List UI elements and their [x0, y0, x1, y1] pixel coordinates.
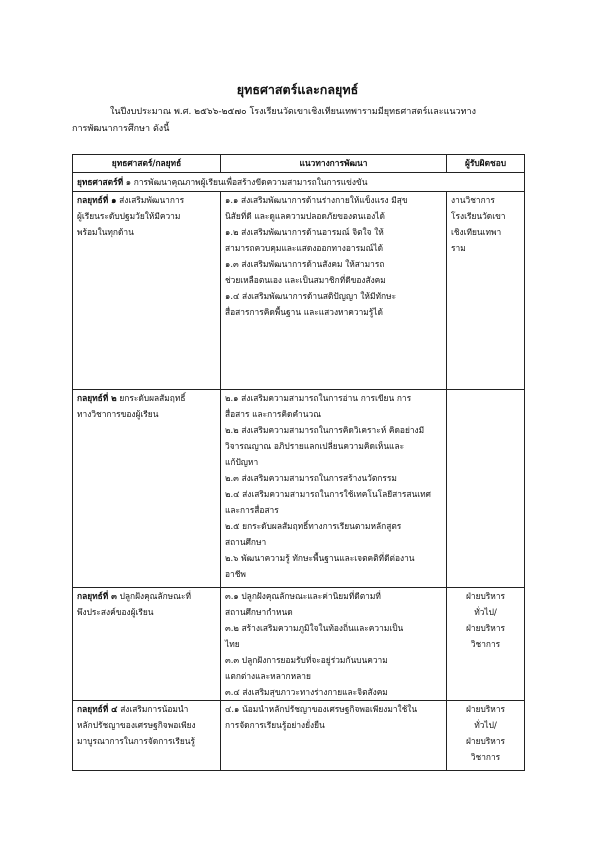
goal-row: [73, 173, 525, 192]
strategy-text: ยกระดับผลสัมฤทธิ์: [116, 393, 186, 403]
approach-line: อาชีพ: [225, 569, 246, 579]
responsible-line: ฝ่ายบริหาร: [465, 591, 506, 601]
strategy-line: ผู้เรียนระดับปฐมวัยให้มีความ: [77, 211, 181, 221]
approach-line: นิสัยที่ดี และดูแลความปลอดภัยของตนเองได้: [225, 211, 385, 221]
responsible-line: ราม: [451, 243, 466, 253]
approach-line: การจัดการเรียนรู้อย่างยั่งยืน: [225, 720, 325, 730]
table-row: [73, 390, 525, 588]
intro-paragraph: [72, 104, 527, 138]
responsible-line: ทั่วไป/: [474, 720, 497, 730]
approach-cell: [221, 701, 447, 771]
approach-cell: [221, 588, 447, 701]
table-row: [73, 588, 525, 701]
responsible-cell: [447, 588, 525, 701]
strategy-text: ส่งเสริมการน้อมนำ: [117, 704, 189, 714]
strategy-line: มาบูรณาการในการจัดการเรียนรู้: [77, 736, 195, 746]
responsible-line: เชิงเทียนเทพา: [451, 227, 502, 237]
goal-label: ยุทธศาสตร์ที่: [77, 177, 124, 187]
approach-line: ๓.๒ สร้างเสริมความภูมิใจในท้องถิ่นและความเป็น: [225, 623, 404, 633]
responsible-line: ทั่วไป/: [474, 607, 497, 617]
approach-line: ๑.๔ ส่งเสริมพัฒนาการด้านสติปัญญา ให้มีทักษะ: [225, 291, 397, 301]
responsible-line: ฝ่ายบริหาร: [465, 736, 506, 746]
approach-line: แตกต่างและหลากหลาย: [225, 671, 311, 681]
approach-cell: [221, 390, 447, 588]
approach-line: ๒.๓ ส่งเสริมความสามารถในการสร้างนวัตกรรม: [225, 473, 397, 483]
approach-line: ๑.๓ ส่งเสริมพัฒนาการด้านสังคม ให้สามารถ: [225, 259, 385, 269]
strategy-label: กลยุทธ์ที่ ๒: [77, 393, 117, 403]
table-row: [73, 192, 525, 390]
responsible-cell: [447, 390, 525, 588]
responsible-line: วิชาการ: [470, 639, 501, 649]
approach-line: สื่อสาร และการคิดคำนวณ: [225, 409, 321, 419]
responsible-line: ฝ่ายบริหาร: [465, 704, 506, 714]
strategy-line: พึงประสงค์ของผู้เรียน: [77, 607, 154, 617]
strategy-line: [77, 192, 216, 208]
approach-line: ๑.๑ ส่งเสริมพัฒนาการด้านร่างกายให้แข็งแรง มีสุข: [225, 195, 408, 205]
strategy-label: กลยุทธ์ที่ ๑: [77, 195, 117, 205]
approach-line: สถานศึกษา: [225, 537, 267, 547]
approach-line: ๒.๒ ส่งเสริมความสามารถในการคิดวิเคราะห์ คิดอย่างมี: [225, 425, 425, 435]
approach-line: สถานศึกษากำหนด: [225, 607, 293, 617]
responsible-line: วิชาการ: [470, 752, 501, 762]
strategy-line: [77, 588, 216, 604]
strategy-rows: [73, 192, 525, 771]
responsible-cell: [447, 192, 525, 390]
header-approach: แนวทางการพัฒนา: [221, 155, 447, 173]
strategy-label: กลยุทธ์ที่ ๓: [77, 591, 117, 601]
strategy-line: หลักปรัชญาของเศรษฐกิจพอเพียง: [77, 720, 196, 730]
strategy-line: [77, 701, 216, 717]
approach-line: ๒.๕ ยกระดับผลสัมฤทธิ์ทางการเรียนตามหลักสูตร: [225, 521, 402, 531]
responsible-line: งานวิชาการ: [451, 195, 495, 205]
intro-line-1: ในปีงบประมาณ พ.ศ. ๒๕๖๖-๒๕๗๐ โรงเรียนวัดเขาเชิงเทียนเทพารามมียุทธศาสตร์และแนวทาง: [110, 107, 476, 117]
approach-line: สื่อสารการคิดพื้นฐาน และแสวงหาความรู้ได้: [225, 307, 383, 317]
approach-line: ๒.๑ ส่งเสริมความสามารถในการอ่าน การเขียน การ: [225, 393, 412, 403]
strategy-cell: [73, 390, 221, 588]
strategy-text: ส่งเสริมพัฒนาการ: [116, 195, 185, 205]
approach-line: ๔.๑ น้อมนำหลักปรัชญาของเศรษฐกิจพอเพียงมาใช้ใน: [225, 704, 418, 714]
document-title: ยุทธศาสตร์และกลยุทธ์: [236, 82, 359, 97]
approach-line: ๒.๔ ส่งเสริมความสามารถในการใช้เทคโนโลยีสารสนเทศ: [225, 489, 431, 499]
table-row: [73, 701, 525, 771]
strategy-line: [77, 390, 216, 406]
approach-line: สามารถควบคุมและแสดงออกทางอารมณ์ได้: [225, 243, 384, 253]
intro-line-2: การพัฒนาการศึกษา ดังนี้: [72, 124, 170, 134]
responsible-line: ฝ่ายบริหาร: [465, 623, 506, 633]
goal-text: ๑ การพัฒนาคุณภาพผู้เรียนเพื่อสร้างขีดความสามารถในการแข่งขัน: [123, 177, 368, 187]
approach-cell: [221, 192, 447, 390]
header-strategy: ยุทธศาสตร์/กลยุทธ์: [73, 155, 221, 173]
strategy-table: [72, 154, 525, 771]
approach-line: ๒.๖ พัฒนาความรู้ ทักษะพื้นฐานและเจตคติที่ดีต่องาน: [225, 553, 415, 563]
strategy-cell: [73, 701, 221, 771]
strategy-line: พร้อมในทุกด้าน: [77, 227, 134, 237]
approach-line: และการสื่อสาร: [225, 505, 279, 515]
strategy-cell: [73, 192, 221, 390]
table-header-row: [73, 155, 525, 173]
strategy-line: ทางวิชาการของผู้เรียน: [77, 409, 159, 419]
approach-line: ไทย: [225, 639, 240, 649]
approach-line: ๑.๒ ส่งเสริมพัฒนาการด้านอารมณ์ จิตใจ ให้: [225, 227, 384, 237]
approach-line: ๓.๔ ส่งเสริมสุขภาวะทางร่างกายและจิตสังคม: [225, 687, 388, 697]
approach-line: ช่วยเหลือตนเอง และเป็นสมาชิกที่ดีของสังคม: [225, 275, 386, 285]
strategy-cell: [73, 588, 221, 701]
strategy-text: ปลูกฝังคุณลักษณะที่: [116, 591, 191, 601]
approach-line: ๓.๓ ปลูกฝังการยอมรับที่จะอยู่ร่วมกันบนความ: [225, 655, 388, 665]
strategy-label: กลยุทธ์ที่ ๔: [77, 704, 118, 714]
approach-line: แก้ปัญหา: [225, 457, 259, 467]
goal-cell: [73, 173, 525, 192]
responsible-line: โรงเรียนวัดเขา: [451, 211, 506, 221]
approach-line: ๓.๑ ปลูกฝังคุณลักษณะและค่านิยมที่ดีตามที่: [225, 591, 381, 601]
responsible-cell: [447, 701, 525, 771]
header-responsible: ผู้รับผิดชอบ: [447, 155, 525, 173]
approach-line: วิจารณญาณ อภิปรายแลกเปลี่ยนความคิดเห็นและ: [225, 441, 405, 451]
